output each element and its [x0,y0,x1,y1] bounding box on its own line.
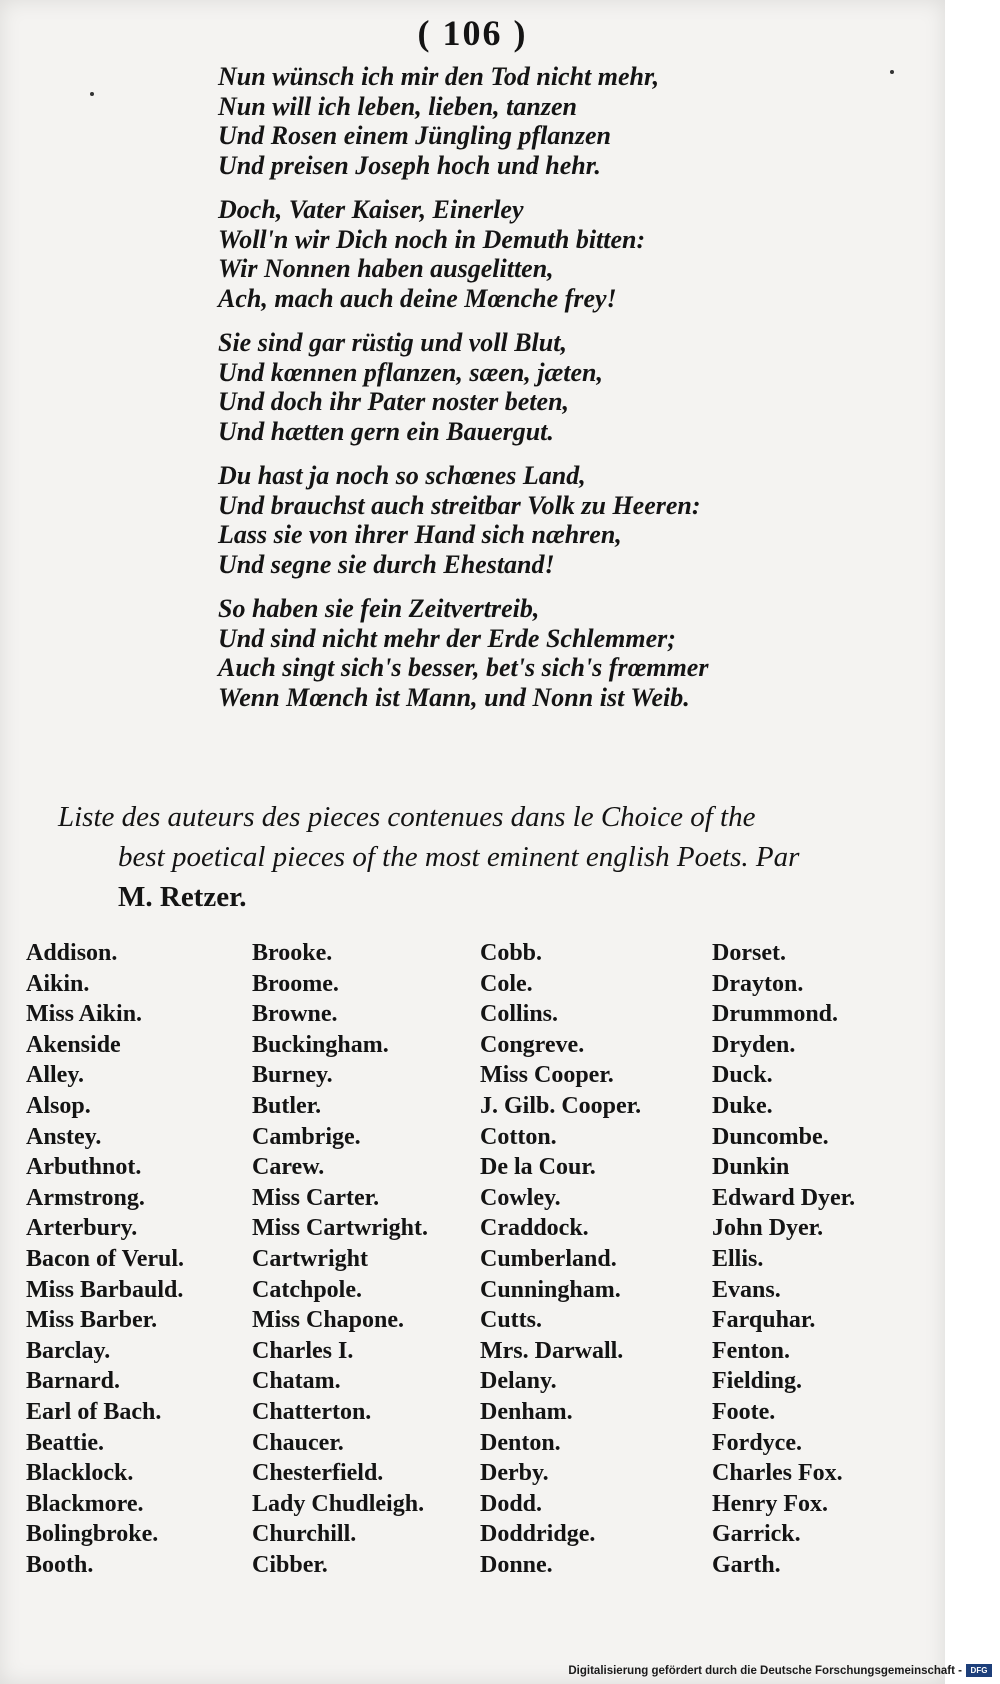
author-name: Akenside [26,1031,121,1058]
heading-line-2: best poetical pieces of the most eminent english Poets. Par [118,841,800,873]
author-name: Blacklock. [26,1460,134,1487]
author-name: Denham. [480,1398,573,1425]
author-name: Miss Cooper. [480,1062,614,1089]
author-name: Charles Fox. [712,1460,843,1487]
credit-text: Digitalisierung gefördert durch die Deutsche Forschungsgemeinschaft - [568,1664,962,1677]
poem [218,62,778,727]
author-name: Dodd. [480,1490,543,1517]
author-name: Cole. [480,970,533,997]
author-name: Derby. [480,1460,549,1487]
author-name: Miss Carter. [252,1184,380,1211]
author-name: Buckingham. [252,1031,389,1058]
author-name: De la Cour. [480,1154,596,1181]
author-name: Earl of Bach. [26,1398,162,1425]
author-name: Charles I. [252,1337,354,1364]
poem-line: Woll'n wir Dich noch in Demuth bitten: [218,224,646,254]
author-name: Beattie. [26,1429,104,1456]
author-name: Cibber. [252,1551,328,1578]
author-name: Cutts. [480,1307,543,1334]
author-name: Fielding. [712,1368,803,1395]
author-name: J. Gilb. Cooper. [480,1092,642,1119]
poem-line: Doch, Vater Kaiser, Einerley [218,195,524,224]
author-name: Alley. [26,1062,84,1089]
author-name: Dryden. [712,1031,796,1058]
heading-line-1: Liste des auteurs des pieces contenues dans le Choice of the [58,801,756,833]
author-name: Butler. [252,1092,322,1119]
author-name: Chaucer. [252,1429,344,1456]
poem-line: Und preisen Joseph hoch und hehr. [218,150,601,180]
page-number: ( 106 ) [417,13,528,53]
author-name: Drayton. [712,970,804,997]
poem-stanza [218,62,778,180]
poem-line: So haben sie fein Zeitvertreib, [218,594,540,623]
author-name: Mrs. Darwall. [480,1337,624,1364]
poem-line: Und Rosen einem Jüngling pflanzen [218,121,611,150]
poem-line: Wenn Mœnch ist Mann, und Nonn ist Weib. [218,682,690,712]
poem-line: Und kœnnen pflanzen, sæen, jæten, [218,357,604,387]
author-name: Cumberland. [480,1245,617,1272]
author-name: Henry Fox. [712,1490,828,1517]
author-column-2 [252,938,428,1580]
author-name: Bacon of Verul. [26,1245,185,1272]
author-name: Armstrong. [26,1184,145,1211]
author-name: Chatam. [252,1368,341,1395]
list-heading [58,797,938,917]
author-name: Evans. [712,1276,781,1303]
author-name: Miss Chapone. [252,1307,405,1334]
poem-line: Auch singt sich's besser, bet's sich's frœmmer [218,653,709,682]
author-name: Broome. [252,970,339,997]
poem-line: Lass sie von ihrer Hand sich næhren, [218,520,622,549]
author-name: Churchill. [252,1521,357,1548]
dfg-logo-icon: DFG [966,1664,992,1677]
poem-line: Und sind nicht mehr der Erde Schlemmer; [218,623,676,653]
heading-line-3: M. Retzer. [118,881,247,913]
author-name: Burney. [252,1062,333,1089]
author-name: Addison. [26,940,118,966]
author-name: Delany. [480,1368,557,1395]
author-name: Denton. [480,1429,561,1456]
author-name: Brooke. [252,940,333,966]
author-name: Duncombe. [712,1123,829,1150]
author-name: Dorset. [712,940,786,966]
author-name: Cambrige. [252,1123,361,1150]
author-name: Lady Chudleigh. [252,1490,425,1517]
author-name: Miss Aikin. [26,1001,143,1028]
poem-line: Du hast ja noch so schœnes Land, [218,461,586,490]
author-name: Duck. [712,1062,773,1089]
author-name: Miss Barber. [26,1307,158,1334]
author-column-1 [26,938,184,1580]
poem-line: Und segne sie durch Ehestand! [218,549,555,579]
author-name: Anstey. [26,1123,102,1150]
author-name: Craddock. [480,1215,589,1242]
poem-line: Sie sind gar rüstig und voll Blut, [218,328,567,357]
author-name: Fenton. [712,1337,790,1364]
author-name: Cartwright [252,1245,368,1272]
author-name: Bolingbroke. [26,1521,159,1548]
author-name: John Dyer. [712,1215,824,1242]
author-name: Cobb. [480,940,543,966]
author-name: Farquhar. [712,1307,816,1334]
author-name: Booth. [26,1551,94,1578]
author-name: Dunkin [712,1154,790,1181]
author-name: Arbuthnot. [26,1154,142,1181]
author-name: Ellis. [712,1245,764,1272]
scan-speck [890,70,894,74]
author-name: Garth. [712,1551,781,1578]
author-name: Catchpole. [252,1276,362,1303]
author-name: Duke. [712,1092,773,1119]
author-name: Fordyce. [712,1429,802,1456]
poem-stanza [218,328,778,446]
author-name: Aikin. [26,970,90,997]
author-name: Miss Cartwright. [252,1215,428,1242]
poem-line: Nun will ich leben, lieben, tanzen [218,91,577,121]
author-name: Collins. [480,1001,559,1028]
author-name: Miss Barbauld. [26,1276,184,1303]
poem-line: Ach, mach auch deine Mœnche frey! [218,283,617,313]
author-column-4 [712,938,855,1580]
author-name: Chatterton. [252,1398,372,1425]
author-name: Garrick. [712,1521,801,1548]
author-name: Drummond. [712,1001,839,1028]
author-name: Doddridge. [480,1521,596,1548]
scan-speck [90,92,94,96]
author-column-3 [480,938,641,1580]
author-name: Cowley. [480,1184,561,1211]
poem-stanza [218,461,778,579]
author-name: Arterbury. [26,1215,138,1242]
digitization-credit [568,1664,992,1677]
author-name: Edward Dyer. [712,1184,856,1211]
author-name: Alsop. [26,1092,91,1119]
author-name: Foote. [712,1398,776,1425]
author-name: Cunningham. [480,1276,621,1303]
page-margin [945,0,1000,1684]
poem-line: Nun wünsch ich mir den Tod nicht mehr, [218,62,660,91]
author-name: Cotton. [480,1123,557,1150]
author-name: Chesterfield. [252,1460,384,1487]
author-name: Congreve. [480,1031,585,1058]
author-name: Browne. [252,1001,338,1028]
poem-line: Und hætten gern ein Bauergut. [218,416,554,446]
poem-line: Und doch ihr Pater noster beten, [218,387,570,416]
poem-line: Wir Nonnen haben ausgelitten, [218,254,554,283]
poem-line: Und brauchst auch streitbar Volk zu Heeren: [218,490,701,520]
author-name: Donne. [480,1551,553,1578]
author-list [0,938,945,1638]
poem-stanza [218,195,778,313]
author-name: Blackmore. [26,1490,144,1517]
author-name: Carew. [252,1154,325,1181]
poem-stanza [218,594,778,712]
author-name: Barnard. [26,1368,121,1395]
author-name: Barclay. [26,1337,111,1364]
